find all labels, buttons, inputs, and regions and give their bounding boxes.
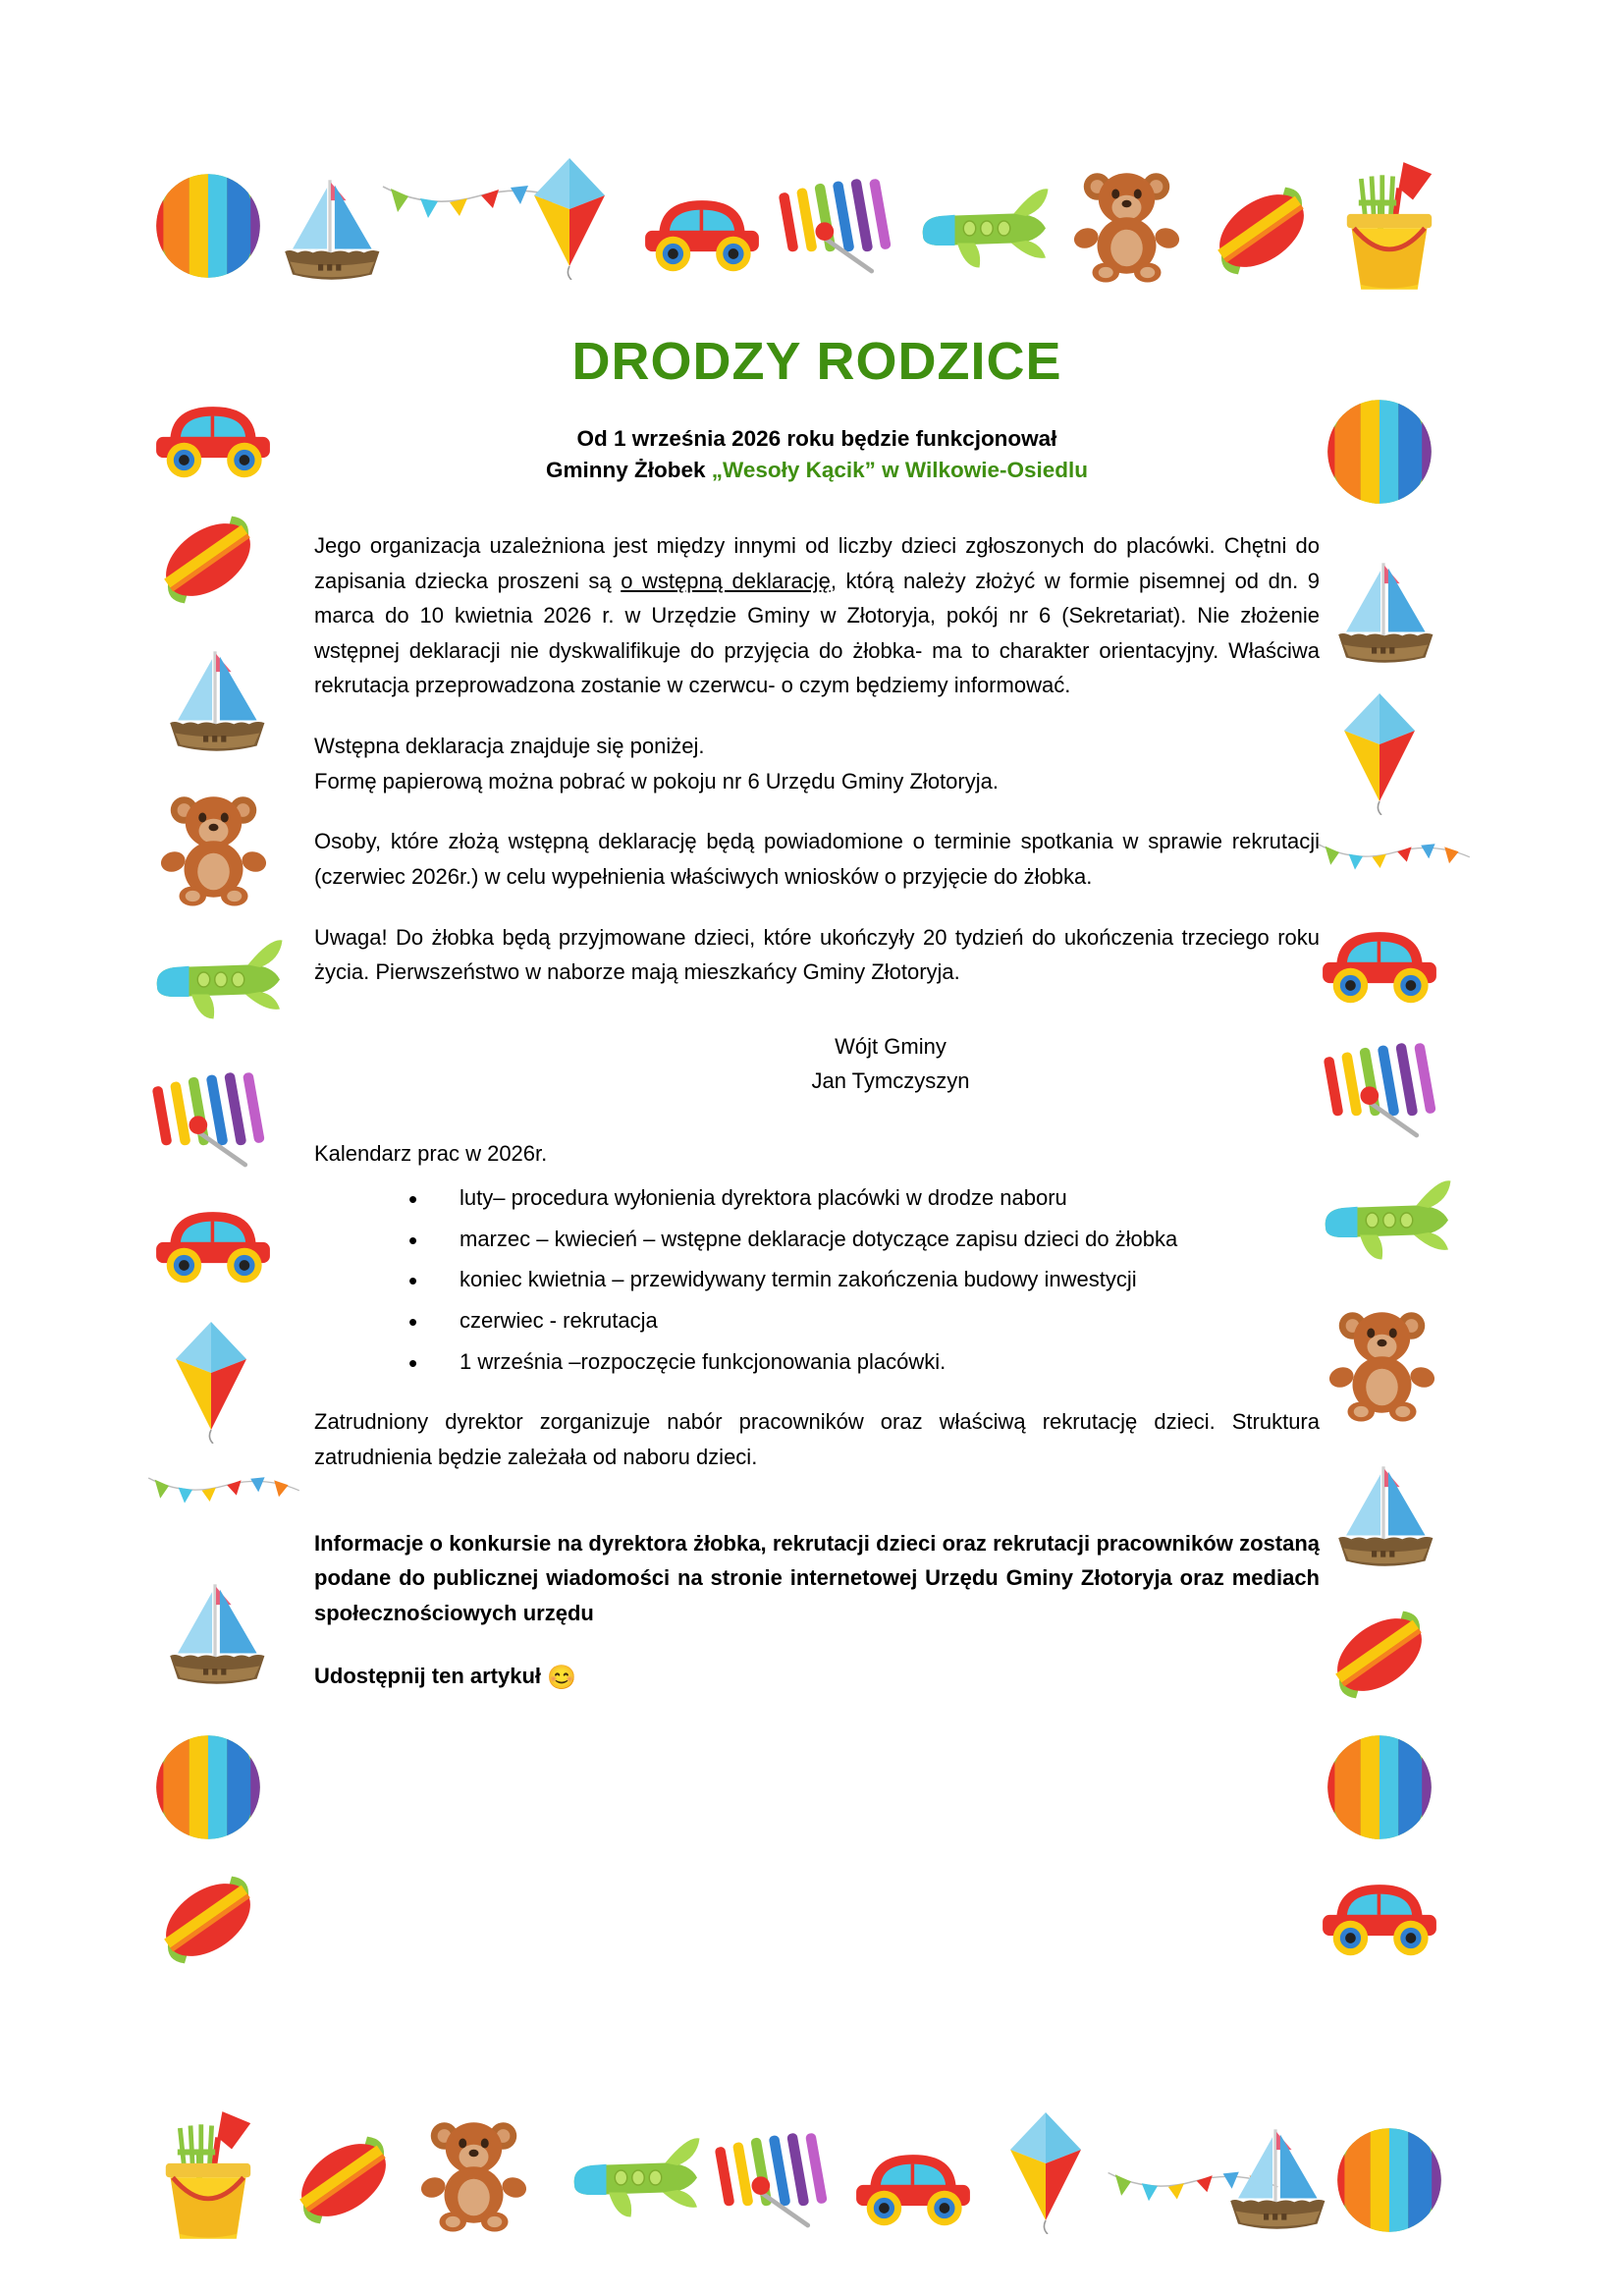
toy-car-toy bbox=[638, 182, 766, 275]
calendar-list-item: • luty– procedura wyłonienia dyrektora placówki w drodze naboru bbox=[408, 1180, 1320, 1216]
subtitle-text-1: Od 1 września 2026 roku będzie funkcjonował bbox=[576, 425, 1057, 451]
calendar-list-item: • czerwiec - rekrutacja bbox=[408, 1303, 1320, 1339]
beach-ball-toy bbox=[1330, 2121, 1448, 2239]
toy-car-toy bbox=[149, 1193, 277, 1286]
paragraph-organization bbox=[314, 528, 1320, 703]
page-title: DRODZY RODZICE bbox=[571, 332, 1062, 391]
spinning-top-toy bbox=[285, 2126, 403, 2234]
paragraph-paper-form: Formę papierową można pobrać w pokoju nr 6 Urzędu Gminy Złotoryja. bbox=[314, 768, 999, 793]
beach-ball-toy bbox=[149, 167, 267, 285]
poster-content bbox=[314, 334, 1320, 1692]
airplane-toy bbox=[908, 182, 1055, 280]
share-prompt bbox=[314, 1664, 1320, 1692]
airplane-toy bbox=[142, 933, 290, 1031]
beach-ball-toy bbox=[1321, 1728, 1438, 1846]
bunting-flags-toy bbox=[145, 1463, 302, 1532]
kite-toy bbox=[987, 2106, 1105, 2234]
bucket-spade-toy bbox=[1330, 152, 1448, 295]
kite-toy bbox=[511, 152, 628, 280]
airplane-toy bbox=[1311, 1174, 1458, 1272]
sailboat-toy bbox=[152, 1561, 280, 1694]
paragraph-age-requirements: Uwaga! Do żłobka będą przyjmowane dzieci, które ukończyły 20 tydzień do ukończenia trzeciego roku życia. Pierwszeństwo w naborze mają mieszkańcy Gminy Złotoryja. bbox=[314, 924, 1320, 985]
signature-name: Jan Tymczyszyn bbox=[811, 1068, 970, 1093]
kite-toy bbox=[1321, 687, 1438, 815]
beach-ball-toy bbox=[149, 1728, 267, 1846]
xylophone-toy bbox=[1321, 1036, 1448, 1139]
toy-car-toy bbox=[849, 2136, 977, 2229]
sailboat-toy bbox=[152, 629, 280, 761]
signature-block bbox=[314, 1029, 1320, 1098]
paragraph-1-underlined: o wstępną deklarację bbox=[621, 568, 831, 593]
paragraph-director-hiring: Zatrudniony dyrektor zorganizuje nabór pracowników oraz właściwą rekrutację dzieci. Struktura zatrudnienia będzie zależała od naboru dzieci. bbox=[314, 1409, 1320, 1469]
teddy-bear-toy bbox=[412, 2111, 535, 2234]
sailboat-toy bbox=[1321, 1444, 1448, 1576]
share-label: Udostępnij ten artykuł bbox=[314, 1664, 548, 1689]
paragraph-meeting-notice: Osoby, które złożą wstępną deklarację będą powiadomione o terminie spotkania w sprawie rekrutacji (czerwiec 2026r.) w celu wypełnienia właściwych wniosków o przyjęcie do żłobka. bbox=[314, 829, 1320, 889]
toy-car-toy bbox=[1316, 913, 1443, 1007]
kite-toy bbox=[152, 1316, 270, 1444]
spinning-top-toy bbox=[149, 1866, 267, 1974]
teddy-bear-toy bbox=[1065, 162, 1188, 285]
subtitle-line-2 bbox=[314, 455, 1320, 487]
sailboat-toy bbox=[1213, 2106, 1340, 2239]
paragraph-1-part-b: , którą należy złożyć w formie pisemnej od dn. 9 marca do 10 kwietnia 2026 r. w Urzędzie Gminy w Złotoryja, pokój nr 6 (Sekretariat). Nie złożenie wstępnej deklaracji nie dyskwalifikuje do przyjęcia do żłobka- ma to charakter orientacyjny. Właściwa rekrutacja przeprowadzona zostanie w czerwcu- o czym będziemy informować. bbox=[314, 568, 1321, 698]
calendar-list-item: • koniec kwietnia – przewidywany termin zakończenia budowy inwestycji bbox=[408, 1262, 1320, 1297]
sailboat-toy bbox=[267, 157, 395, 290]
bold-public-notice: Informacje o konkursie na dyrektora żłobka, rekrutacji dzieci oraz rekrutacji pracowników zostaną podane do publicznej wiadomości na stronie internetowej Urzędu Gminy Złotoryja oraz mediach społecznościowych urzędu bbox=[314, 1530, 1320, 1625]
toy-car-toy bbox=[1316, 1866, 1443, 1959]
paragraph-1-part-a: Jego organizacja uzależniona jest między innymi od liczby dzieci zgłoszonych do placówki. Chętni do zapisania dziecka proszeni są bbox=[314, 532, 1320, 593]
xylophone-toy bbox=[712, 2126, 839, 2229]
beach-ball-toy bbox=[1321, 393, 1438, 511]
xylophone-toy bbox=[776, 172, 903, 275]
paragraph-declaration-below: Wstępna deklaracja znajduje się poniżej. bbox=[314, 734, 705, 759]
subtitle-line-1 bbox=[314, 423, 1320, 456]
spinning-top-toy bbox=[149, 506, 267, 614]
toy-car-toy bbox=[149, 388, 277, 481]
teddy-bear-toy bbox=[1321, 1301, 1443, 1424]
calendar-list bbox=[314, 1180, 1320, 1379]
signature-title: Wójt Gminy bbox=[835, 1033, 947, 1059]
smiling-face-icon: 😊 bbox=[547, 1665, 577, 1692]
calendar-list-item: • 1 września –rozpoczęcie funkcjonowania placówki. bbox=[408, 1344, 1320, 1380]
bucket-spade-toy bbox=[149, 2102, 267, 2244]
spinning-top-toy bbox=[1203, 177, 1321, 285]
spinning-top-toy bbox=[1321, 1601, 1438, 1709]
calendar-heading: Kalendarz prac w 2026r. bbox=[314, 1141, 548, 1167]
subtitle-text-2-green: „Wesoły Kącik” w Wilkowie-Osiedlu bbox=[711, 458, 1089, 483]
subtitle-text-2-black: Gminny Żłobek bbox=[545, 458, 712, 483]
xylophone-toy bbox=[149, 1066, 277, 1169]
calendar-list-item: • marzec – kwiecień – wstępne deklaracje dotyczące zapisu dzieci do żłobka bbox=[408, 1222, 1320, 1257]
bunting-flags-toy bbox=[1316, 830, 1473, 899]
airplane-toy bbox=[560, 2131, 707, 2229]
sailboat-toy bbox=[1321, 540, 1448, 673]
teddy-bear-toy bbox=[152, 786, 275, 908]
